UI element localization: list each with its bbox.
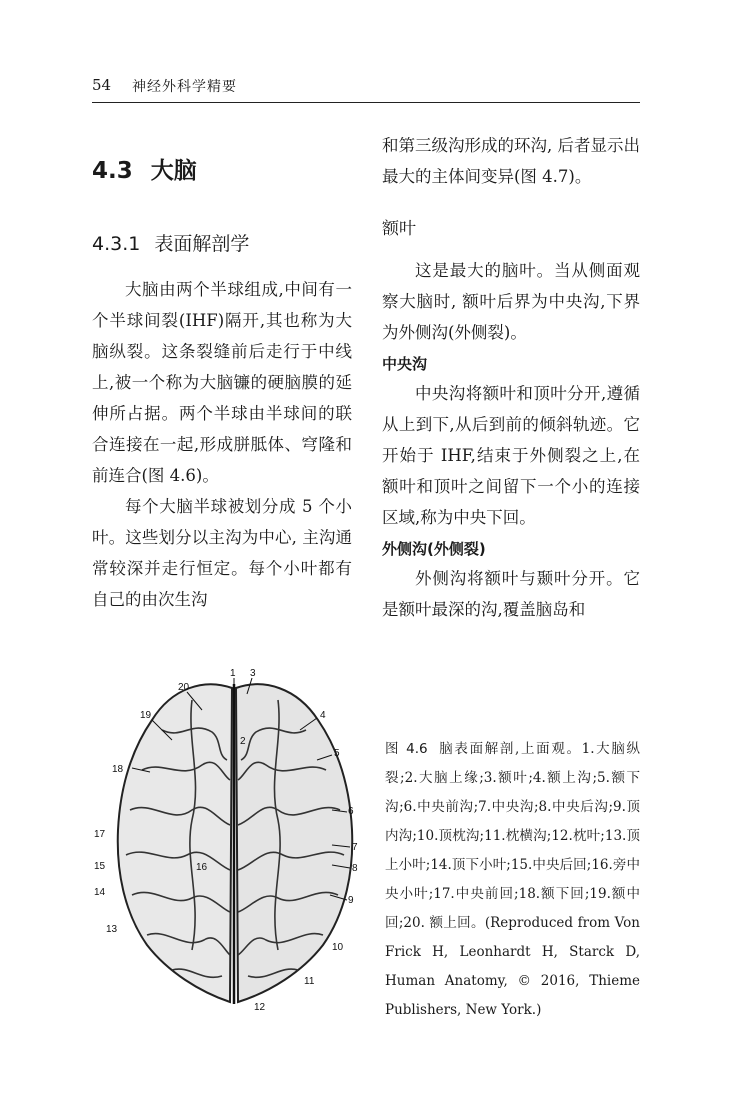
label-13: 13 bbox=[106, 924, 118, 935]
label-6: 6 bbox=[348, 806, 354, 817]
header-rule bbox=[92, 102, 640, 103]
label-16: 16 bbox=[196, 862, 208, 873]
label-17: 17 bbox=[94, 829, 106, 840]
caption-text: 脑表面解剖,上面观。1.大脑纵裂;2.大脑上缘;3.额叶;4.额上沟;5.额下沟;6.中央前沟;7.中央沟;8.中央后沟;9.顶内沟;10.顶枕沟;11.枕横沟;12.枕叶;13.顶上小叶;14.顶下小叶;15.中央后回;16.旁中央小叶;17.中央前回;18.额下回;19.额中回;20. 额上回。(Reproduced from Von Frick H, Leonhardt H, Starck D, Human Anatomy, © 2016, Thieme Publishers, New York.) bbox=[385, 741, 641, 1018]
frontal-lobe-paragraph: 这是最大的脑叶。当从侧面观察大脑时, 额叶后界为中央沟,下界为外侧沟(外侧裂)。 bbox=[382, 261, 640, 342]
label-15: 15 bbox=[94, 861, 106, 872]
label-2: 2 bbox=[240, 736, 246, 747]
subsection-name: 表面解剖学 bbox=[154, 233, 250, 255]
label-10: 10 bbox=[332, 942, 344, 953]
paragraph-continuation: 和第三级沟形成的环沟, 后者显示出最大的主体间变异(图 4.7)。 bbox=[382, 136, 640, 186]
section-title bbox=[92, 152, 352, 185]
central-sulcus-heading: 中央沟 bbox=[382, 355, 428, 373]
book-title: 神经外科学精要 bbox=[132, 79, 237, 95]
subsection-title bbox=[92, 229, 352, 256]
left-hemisphere bbox=[118, 684, 232, 1002]
paragraph-lobes: 每个大脑半球被划分成 5 个小叶。这些划分以主沟为中心, 主沟通常较深并走行恒定。每个小叶都有自己的由次生沟 bbox=[92, 497, 352, 609]
label-7: 7 bbox=[352, 842, 358, 853]
running-header bbox=[92, 74, 640, 102]
label-18: 18 bbox=[112, 764, 124, 775]
left-column bbox=[92, 130, 352, 615]
lateral-sulcus-heading: 外侧沟(外侧裂) bbox=[382, 540, 486, 558]
right-hemisphere bbox=[236, 684, 352, 1002]
label-19: 19 bbox=[140, 710, 152, 721]
section-number: 4.3 bbox=[92, 158, 133, 184]
subsection-number: 4.3.1 bbox=[92, 233, 141, 255]
figure-caption bbox=[385, 735, 640, 1025]
label-11: 11 bbox=[304, 976, 315, 987]
brain-illustration bbox=[92, 660, 368, 1020]
label-20: 20 bbox=[178, 682, 190, 693]
label-12: 12 bbox=[254, 1002, 266, 1013]
label-3: 3 bbox=[250, 668, 256, 679]
label-8: 8 bbox=[352, 863, 358, 874]
section-name: 大脑 bbox=[150, 158, 197, 184]
label-5: 5 bbox=[334, 748, 340, 759]
frontal-lobe-heading: 额叶 bbox=[382, 219, 416, 239]
label-4: 4 bbox=[320, 710, 326, 721]
label-9: 9 bbox=[348, 895, 354, 906]
page-number: 54 bbox=[92, 76, 112, 94]
lateral-sulcus-paragraph: 外侧沟将额叶与颞叶分开。它是额叶最深的沟,覆盖脑岛和 bbox=[382, 569, 640, 619]
caption-label: 图 4.6 bbox=[385, 741, 428, 757]
brain-figure bbox=[92, 660, 368, 1020]
central-sulcus-paragraph: 中央沟将额叶和顶叶分开,遵循从上到下,从后到前的倾斜轨迹。它开始于 IHF,结束于外侧裂之上,在额叶和顶叶之间留下一个小的连接区域,称为中央下回。 bbox=[382, 384, 640, 527]
right-column bbox=[382, 130, 640, 625]
label-14: 14 bbox=[94, 887, 106, 898]
left-body bbox=[92, 274, 352, 615]
label-1: 1 bbox=[230, 668, 236, 679]
paragraph-hemispheres: 大脑由两个半球组成,中间有一个半球间裂(IHF)隔开,其也称为大脑纵裂。这条裂缝前后走行于中线上,被一个称为大脑镰的硬脑膜的延伸所占据。两个半球由半球间的联合连接在一起,形成胼胝体、穹隆和前连合(图 4.6)。 bbox=[92, 280, 352, 485]
